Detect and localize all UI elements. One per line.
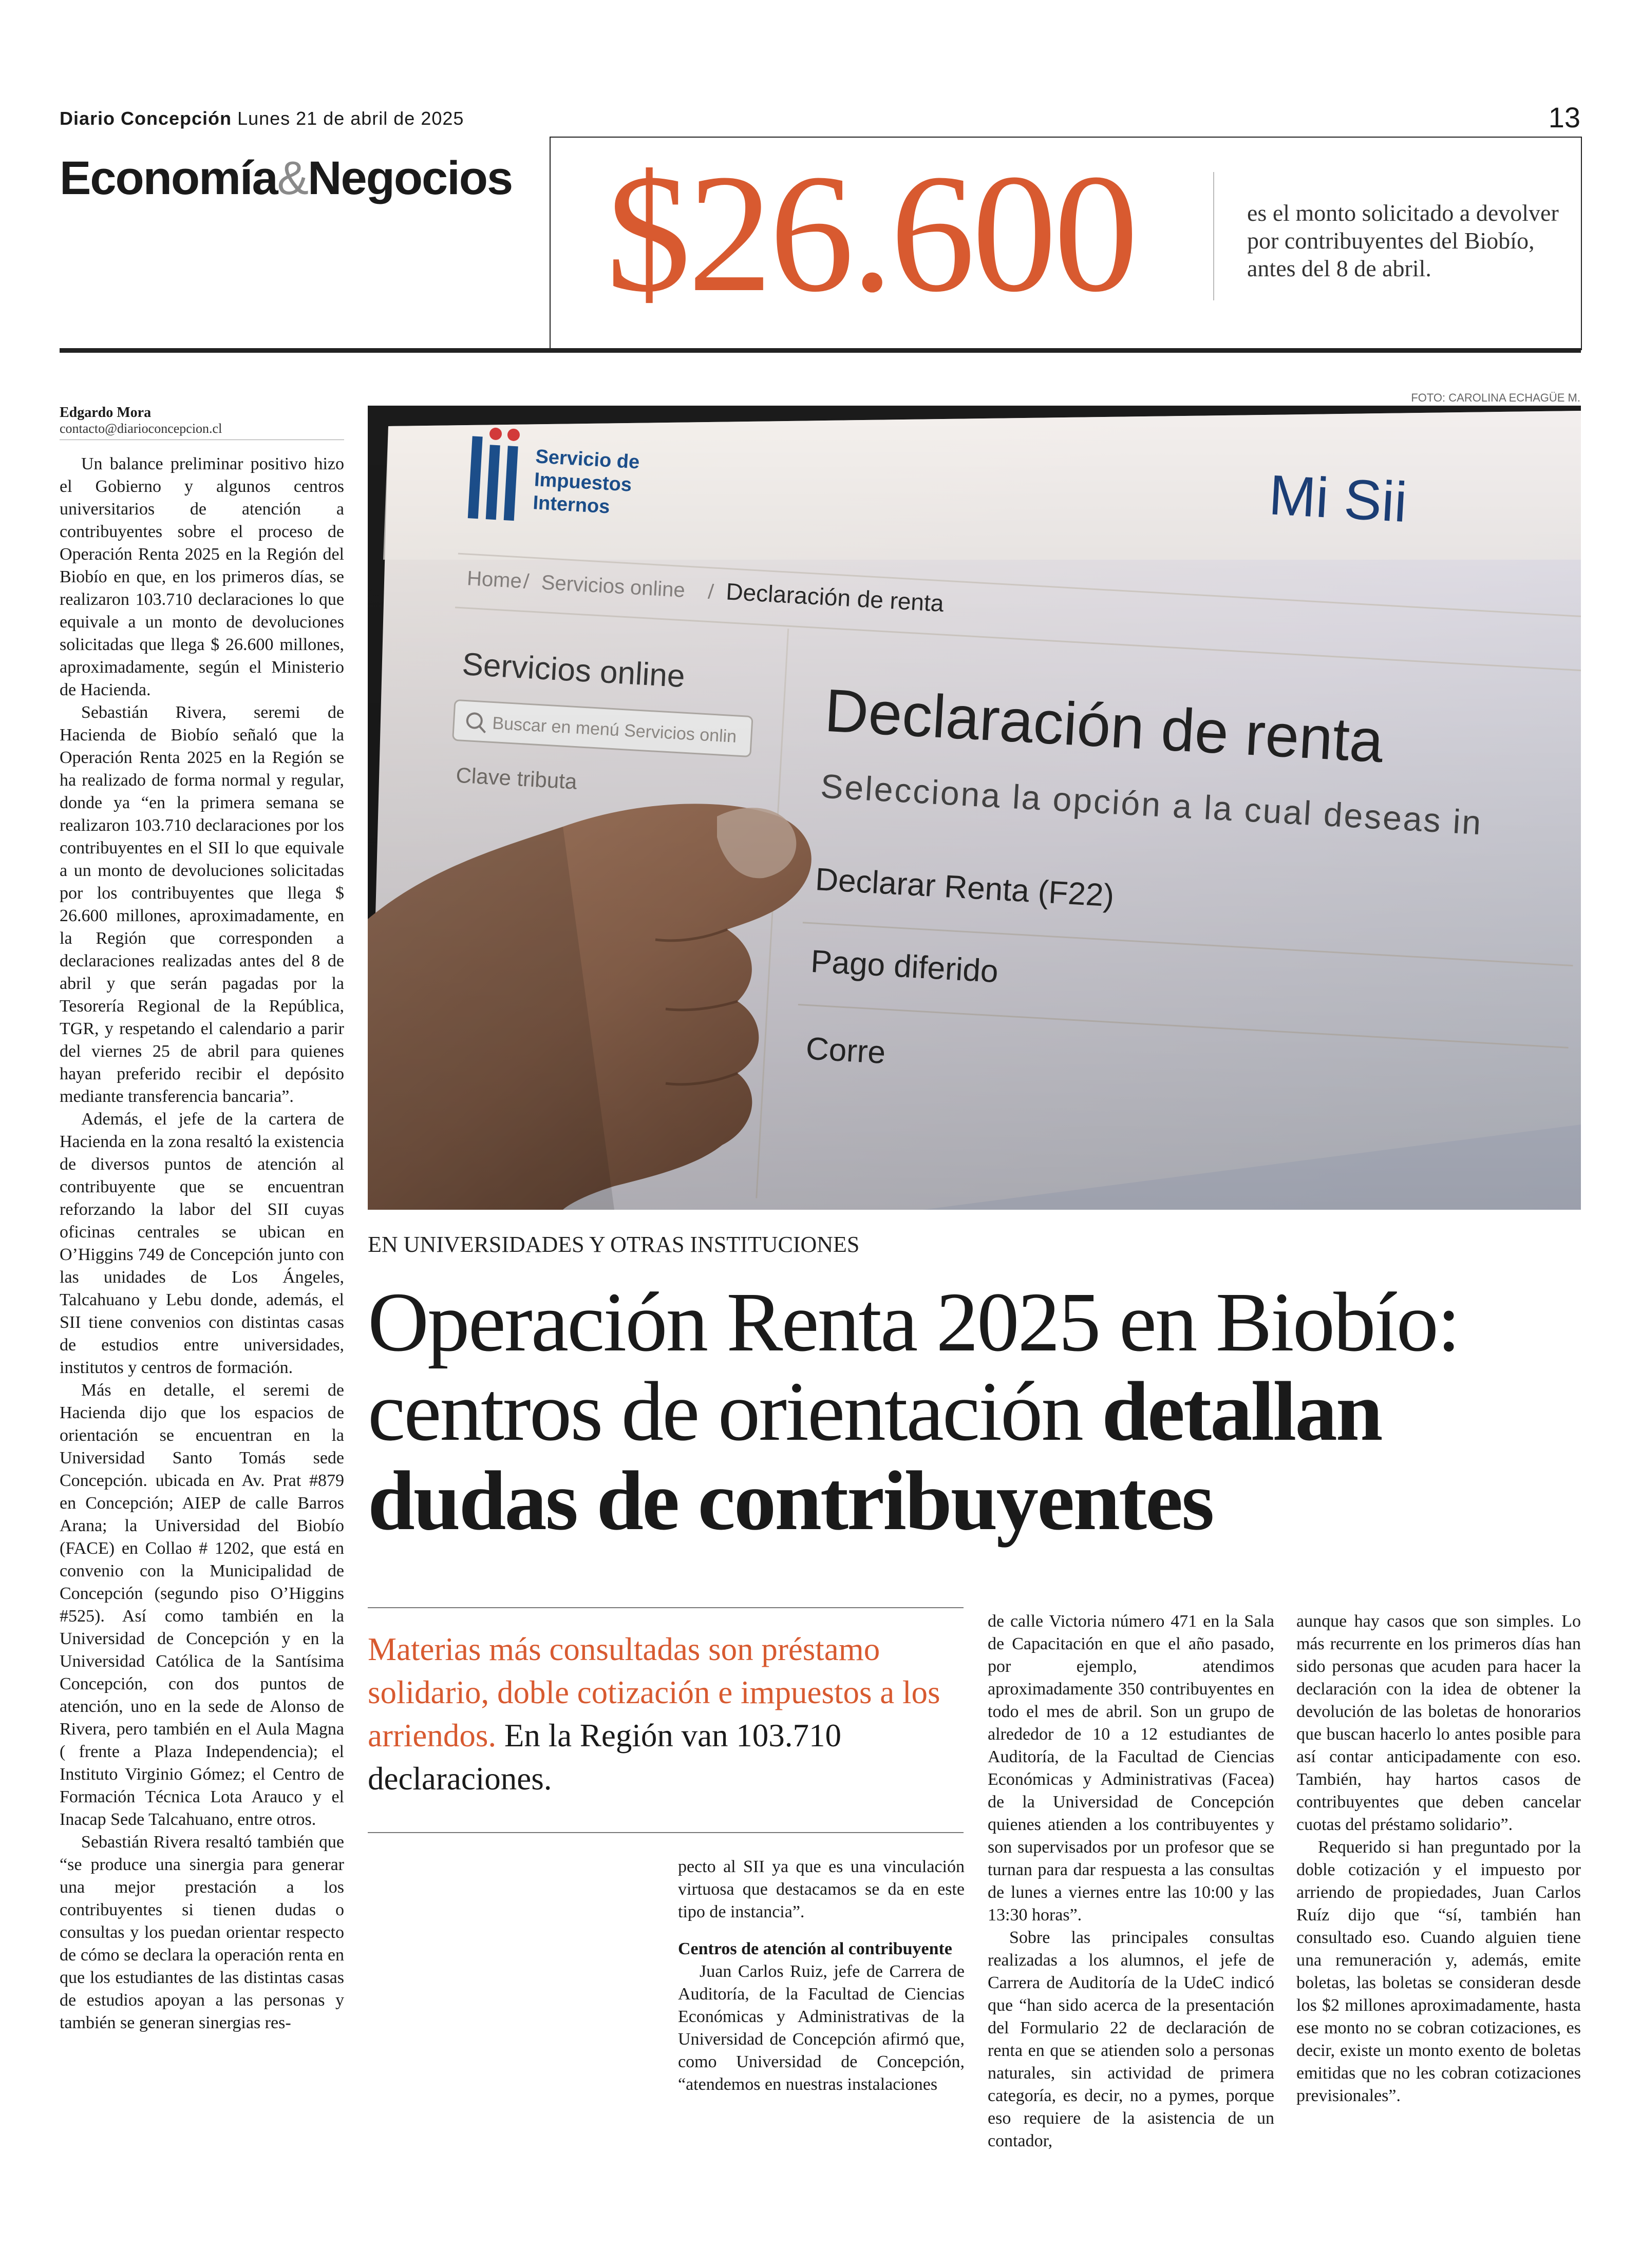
paragraph: Más en detalle, el seremi de Hacienda dijo que los espacios de orientación se encuentran en la Universidad Santo Tomás sede Concepción. ubicada en Av. Prat #879 en Concepción; AIEP de calle Barros Arana; la Universidad del Biobío (FACE) en Collao # 1202, que está en convenio con la Municipalidad de Concepción (segundo piso O’Higgins #525). Así como también en la Universidad de Concepción y en la Universidad Católica de la Santísima Concepción, con dos puntos de atención, uno en la sede de Alonso de Rivera, pero también en el Aula Magna ( frente a Plaza Independencia); el Instituto Virginio Gómez; el Centro de Formación Técnica Lota Arauco y el Inacap Sede Talcahuano, entre otros. (60, 1381, 344, 1829)
author-name: Edgardo Mora (60, 405, 152, 421)
masthead (60, 108, 464, 129)
paragraph: Requerido si han preguntado por la doble cotización y el impuesto por arriendo de propiedades, Juan Carlos Ruíz dijo que “sí, también han consultado eso. Cuando alguien tiene una remuneración y, además, emite boletas, las boletas se consideran desde los $2 millones aproximadamente, hasta ese monto no se cobran cotizaciones, es decir, existe un monto exento de boletas emitidas que no les cobran cotizaciones previsionales”. (1296, 1838, 1581, 2105)
figure-divider (1213, 172, 1214, 300)
headline-line-1: Operación Renta 2025 en Biobío: (368, 1275, 1459, 1369)
paragraph: de calle Victoria número 471 en la Sala de Capacitación en que el año pasado, por ejemplo, atendimos aproximadamente 350 contribuyentes en todo el mes de abril. Son un grupo de alrededor de 10 a 12 estudiantes de Auditoría, de la Facultad de Ciencias Económicas y Administrativas (Facea) de la Universidad de Concepción quienes atienden a los contribuyentes y son supervisados por un profesor que se turnan para dar respuesta a las consultas de lunes a viernes entre las 10:00 y las 13:30 horas”. (988, 1612, 1274, 1924)
big-figure: $26.600 (606, 140, 1136, 327)
article-photo (368, 406, 1581, 1210)
body-column-1 (60, 453, 344, 2034)
headline-bold-1: detallan (1102, 1364, 1382, 1458)
paragraph: Sobre las principales consultas realizadas a los alumnos, el jefe de Carrera de Auditoría de la UdeC indicó que “han sido acerca de la presentación del Formulario 22 de declaración de renta en que se atienden solo a personas naturales, sin actividad de primera categoría, es decir, no a pymes, porque eso requiere de la asistencia de un contador, (988, 1928, 1274, 2150)
subheading: Centros de atención al contribuyente (678, 1939, 952, 1958)
photo-credit: FOTO: CAROLINA ECHAGÜE M. (1411, 391, 1580, 404)
header-top-rule (551, 137, 1581, 138)
body-column-3 (678, 1856, 965, 2096)
body-column-5 (1296, 1610, 1581, 2107)
headline-bold-2: dudas de contribuyentes (368, 1454, 1213, 1548)
author-email: contacto@diarioconcepcion.cl (60, 421, 222, 436)
paragraph: pecto al SII ya que es una vinculación virtuosa que destacamos se da en este tipo de instancia”. (678, 1857, 965, 1921)
header-divider (550, 137, 551, 350)
paragraph: Además, el jefe de la cartera de Hacienda en la zona resaltó la existencia de diversos puntos de atención al contribuyente que se encuentran reforzando la labor del SII cuyas oficinas centrales se ubican en O’Higgins 749 de Concepción junto con las unidades de Los Ángeles, Talcahuano y Lebu donde, además, el SII tiene convenios con distintas casas de estudios entre universidades, institutos y centros de formación. (60, 1110, 344, 1377)
article-lead (368, 1628, 974, 1800)
header-bottom-rule (60, 348, 1581, 353)
lead-highlight: Materias más consultadas son préstamo solidario, doble cotización e impuestos a los arriendos. (368, 1631, 940, 1754)
paragraph: Sebastián Rivera resaltó también que “se produce una sinergia para generar una mejor prestación a los contribuyentes si tienen dudas o consultas y los puedan orientar respecto de cómo se declara la operación renta en que los estudiantes de las distintas casas de estudios apoyan a las personas y también se generan sinergias res- (60, 1833, 344, 2032)
header-right-rule (1581, 137, 1582, 350)
paper-name: Diario Concepción (60, 108, 232, 129)
lead-top-rule (368, 1607, 964, 1608)
figure-caption: es el monto solicitado a devolver por contribuyentes del Biobío, antes del 8 de abril. (1247, 200, 1559, 281)
headline-line-2: centros de orientación (368, 1364, 1102, 1458)
paragraph: aunque hay casos que son simples. Lo más recurrente en los primeros días han sido personas que acuden para hacer la declaración con la idea de obtener la devolución de las boletas de honorarios que buscan hacerlo lo antes posible para así contar anticipadamente con eso. También, hay hartos casos de contribuyentes que deben cancelar cuotas del préstamo solidario”. (1296, 1612, 1581, 1834)
issue-date: Lunes 21 de abril de 2025 (237, 108, 464, 129)
lead-bottom-rule (368, 1832, 964, 1833)
paragraph: Un balance preliminar positivo hizo el Gobierno y algunos centros universitarios de atención a contribuyentes sobre el proceso de Operación Renta 2025 en la Región del Biobío en que, en los primeros días, se realizaron 103.710 declaraciones lo que equivale a un monto de devoluciones solicitadas que llega $ 26.600 millones, aproximadamente, según el Ministerio de Hacienda. (60, 454, 344, 699)
paragraph: Sebastián Rivera, seremi de Hacienda de Biobío señaló que la Operación Renta 2025 en la Región se ha realizado de forma normal y regular, donde ya “en la primera semana se realizaron 103.710 declaraciones por los contribuyentes en el SII lo que equivale a un monto de devoluciones solicitadas por los contribuyentes que llega $ 26.600 millones, aproximadamente, en la Región que corresponden a declaraciones realizadas antes del 8 de abril y que serán pagadas por la Tesorería Regional de la República, TGR, y respetando el calendario a parir del viernes 25 de abril para quienes hayan preferido recibir el depósito mediante transferencia bancaria”. (60, 703, 344, 1106)
photo-illustration (368, 406, 1581, 1210)
article-kicker: EN UNIVERSIDADES Y OTRAS INSTITUCIONES (368, 1232, 860, 1257)
body-column-4 (988, 1610, 1274, 2152)
page-number: 13 (1548, 101, 1580, 134)
paragraph: Juan Carlos Ruiz, jefe de Carrera de Auditoría, de la Facultad de Ciencias Económicas y Administrativas de la Universidad de Concepción afirmó que, como Universidad de Concepción, “atendemos en nuestras instalaciones (678, 1962, 965, 2094)
section-title: Economía&Negocios (60, 152, 513, 204)
lead-rest: En la Región van 103.710 declaraciones. (368, 1718, 842, 1797)
article-headline (368, 1275, 1581, 1548)
